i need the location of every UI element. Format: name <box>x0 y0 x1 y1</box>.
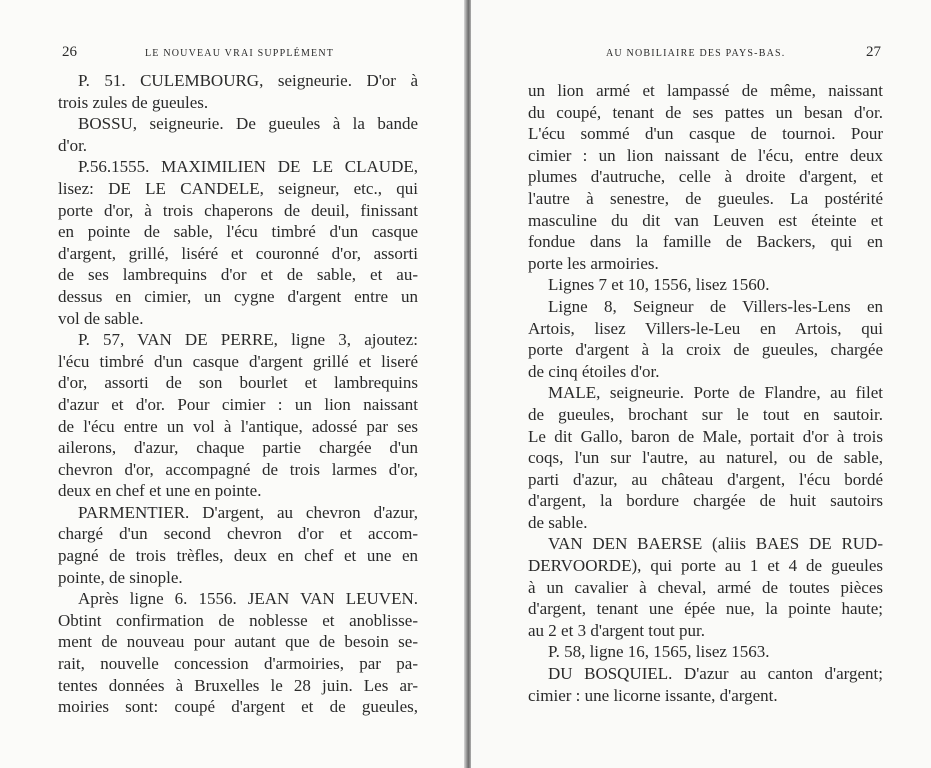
text-line: tentes données à Bruxelles le 28 juin. Les ar- <box>58 675 418 695</box>
text-line: d'azur et d'or. Pour cimier : un lion naissant <box>58 394 418 414</box>
text-line: VAN DEN BAERSE (aliis BAES DE RUD- <box>548 534 883 554</box>
text-line: coqs, l'un sur l'autre, au naturel, ou de sable, <box>528 448 883 468</box>
text-line: de sable. <box>528 512 588 532</box>
text-line: d'argent, tenant une épée nue, la pointe haute; <box>528 599 883 619</box>
text-line: chevron d'or, accompagné de trois larmes d'or, <box>58 459 418 479</box>
text-line: de l'écu entre un vol à l'antique, adossé par ses <box>58 416 418 436</box>
text-line: cimier : une licorne issante, d'argent. <box>528 685 778 705</box>
text-line: P.56.1555. MAXIMILIEN DE LE CLAUDE, <box>78 157 418 177</box>
text-line: Artois, lisez Villers-le-Leu en Artois, qui <box>528 318 883 338</box>
text-line: en pointe de sable, l'écu timbré d'un casque <box>58 222 418 242</box>
text-line: de cinq étoiles d'or. <box>528 361 660 381</box>
text-line: masculine du dit van Leuven est éteinte et <box>528 210 883 230</box>
text-line: P. 58, ligne 16, 1565, lisez 1563. <box>548 642 770 662</box>
text-line: deux en chef et une en pointe. <box>58 481 262 501</box>
text-line: de ses lambrequins d'or et de sable, et au- <box>58 265 418 285</box>
text-line: Obtint confirmation de noblesse et anoblisse- <box>58 610 418 630</box>
text-line: l'autre à senestre, de gueules. La postérité <box>528 188 883 208</box>
text-line: pagné de trois trèfles, deux en chef et une en <box>58 546 418 566</box>
text-line: cimier : un lion naissant de l'écu, entre deux <box>528 145 883 165</box>
text-line: trois zules de gueules. <box>58 92 209 112</box>
text-line: plumes d'autruche, celle à droite d'argent, et <box>528 167 883 187</box>
text-line: rait, nouvelle concession d'armoiries, par pa- <box>58 654 418 674</box>
text-line: d'argent, la bordure chargée de huit sautoirs <box>528 491 883 511</box>
text-line: Lignes 7 et 10, 1556, lisez 1560. <box>548 275 770 295</box>
text-line: porte les armoiries. <box>528 253 659 273</box>
text-line: lisez: DE LE CANDELE, seigneur, etc., qui <box>58 178 418 198</box>
text-line: PARMENTIER. D'argent, au chevron d'azur, <box>78 502 418 522</box>
running-head: AU NOBILIAIRE DES PAYS-BAS. <box>606 48 786 59</box>
text-line: à un cavalier à cheval, armé de toutes pièces <box>528 577 883 597</box>
text-line: porte d'or, à trois chaperons de deuil, finissant <box>58 200 418 220</box>
text-line: Après ligne 6. 1556. JEAN VAN LEUVEN. <box>78 589 418 609</box>
text-line: au 2 et 3 d'argent tout pur. <box>528 620 705 640</box>
text-line: DERVOORDE), qui porte au 1 et 4 de gueules <box>528 556 883 576</box>
text-line: d'or, assorti de son bourlet et lambrequins <box>58 373 418 393</box>
text-line: ment de nouveau pour autant que de besoin se- <box>58 632 418 652</box>
text-line: l'écu timbré d'un casque d'argent grillé et liseré <box>58 351 418 371</box>
running-head: LE NOUVEAU VRAI SUPPLÉMENT <box>145 48 335 59</box>
right-body-text <box>528 80 883 706</box>
text-line: ailerons, d'azur, chaque partie chargée d'un <box>58 438 418 458</box>
text-line: de gueules, brochant sur le tout en sautoir. <box>528 404 883 424</box>
left-body-text <box>58 70 418 718</box>
text-line: du coupé, tenant de ses pattes un besan d'or. <box>528 102 883 122</box>
text-line: P. 51. CULEMBOURG, seigneurie. D'or à <box>78 71 418 90</box>
text-line: d'argent, grillé, liséré et couronné d'or, assorti <box>58 243 418 263</box>
text-line: DU BOSQUIEL. D'azur au canton d'argent; <box>548 664 883 684</box>
text-line: P. 57, VAN DE PERRE, ligne 3, ajoutez: <box>78 330 418 350</box>
text-line: moiries sont: coupé d'argent et de gueules, <box>58 697 418 717</box>
text-line: fondue dans la famille de Backers, qui en <box>528 232 883 252</box>
text-line: un lion armé et lampassé de même, naissant <box>528 81 883 100</box>
text-line: BOSSU, seigneurie. De gueules à la bande <box>78 114 418 134</box>
text-line: MALE, seigneurie. Porte de Flandre, au filet <box>548 383 883 403</box>
text-line: dessus en cimier, un cygne d'argent entre un <box>58 286 418 306</box>
page-number: 27 <box>866 44 881 60</box>
text-line: chargé d'un second chevron d'or et accom- <box>58 524 418 544</box>
text-line: Le dit Gallo, baron de Male, portait d'or à trois <box>528 426 883 446</box>
text-line: L'écu sommé d'un casque de tournoi. Pour <box>528 124 883 144</box>
text-line: parti d'azur, au château d'argent, l'écu bordé <box>528 469 883 489</box>
text-line: pointe, de sinople. <box>58 567 183 587</box>
right-page <box>471 0 931 768</box>
text-line: Ligne 8, Seigneur de Villers-les-Lens en <box>548 296 883 316</box>
text-line: porte d'argent à la croix de gueules, chargée <box>528 340 883 360</box>
text-line: vol de sable. <box>58 308 144 328</box>
text-line: d'or. <box>58 135 88 155</box>
page-number: 26 <box>62 44 77 60</box>
